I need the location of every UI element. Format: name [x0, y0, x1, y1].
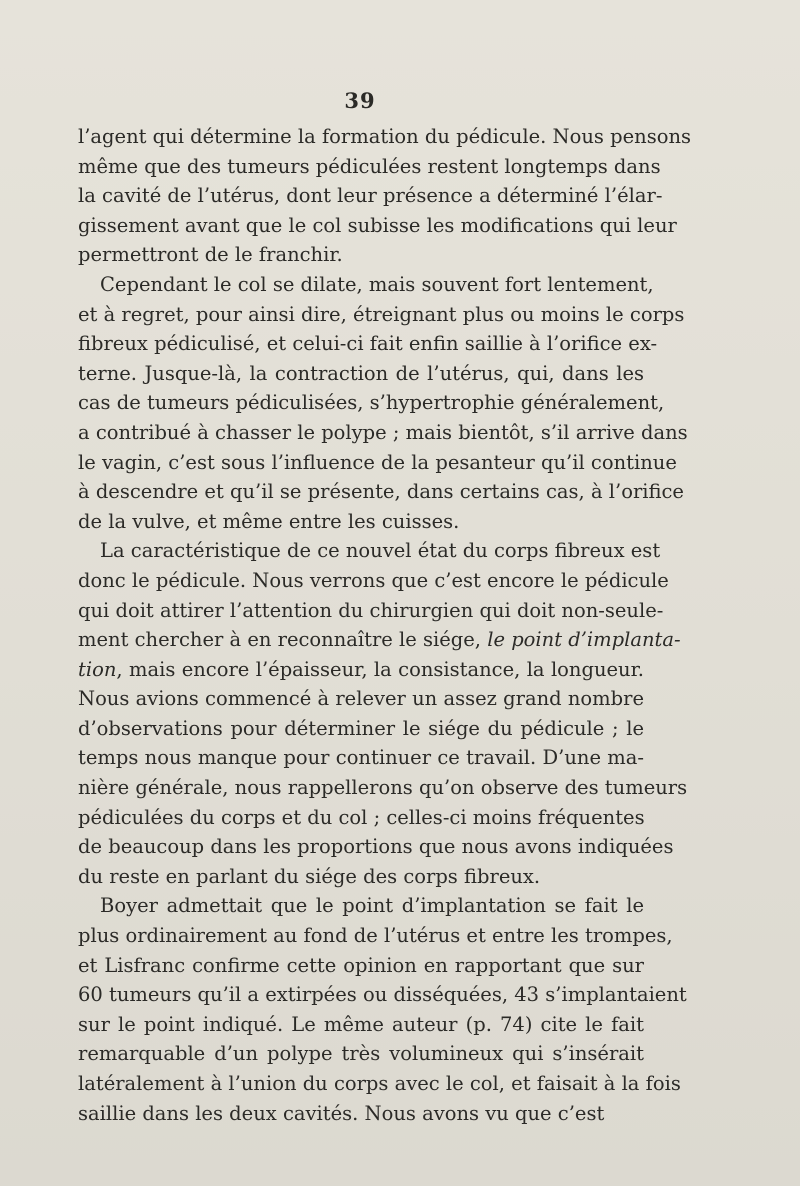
text-line: saillie dans les deux cavités. Nous avons vu que c’est: [78, 1101, 605, 1125]
text-line: tion, mais encore l’épaisseur, la consistance, la longueur.: [78, 657, 644, 681]
text-line: permettront de le franchir.: [78, 243, 343, 267]
paragraph: [78, 270, 688, 536]
text-line: qui doit attirer l’attention du chirurgien qui doit non-seule-: [78, 598, 664, 622]
text-line: plus ordinairement au fond de l’utérus et entre les trompes,: [78, 924, 673, 948]
paragraph: [78, 536, 688, 891]
text-line: de beaucoup dans les proportions que nous avons indiquées: [78, 835, 674, 859]
text-line: remarquable d’un polype très volumineux qui s’insérait: [78, 1042, 644, 1066]
text-line: 60 tumeurs qu’il a extirpées ou disséquées, 43 s’implantaient: [78, 983, 687, 1007]
text-line: même que des tumeurs pédiculées restent longtemps dans: [78, 154, 661, 178]
text-line: le vagin, c’est sous l’influence de la pesanteur qu’il continue: [78, 450, 677, 474]
text-line: donc le pédicule. Nous verrons que c’est encore le pédicule: [78, 568, 669, 592]
text-line: cas de tumeurs pédiculisées, s’hypertrophie généralement,: [78, 391, 665, 415]
page-number: 39: [344, 88, 376, 113]
text-line: terne. Jusque-là, la contraction de l’utérus, qui, dans les: [78, 361, 644, 385]
text-line: d’observations pour déterminer le siége du pédicule ; le: [78, 716, 644, 740]
text-line: de la vulve, et même entre les cuisses.: [78, 509, 460, 533]
text-line: et à regret, pour ainsi dire, étreignant plus ou moins le corps: [78, 302, 685, 326]
text-line: Cependant le col se dilate, mais souvent fort lentement,: [100, 272, 654, 296]
text-line: latéralement à l’union du corps avec le col, et faisait à la fois: [78, 1072, 681, 1095]
text-line: a contribué à chasser le polype ; mais bientôt, s’il arrive dans: [78, 420, 688, 444]
text-line: nière générale, nous rappellerons qu’on observe des tumeurs: [78, 776, 688, 800]
body-text: [78, 122, 692, 1128]
text-line: du reste en parlant du siége des corps fibreux.: [78, 864, 541, 888]
text-line: gissement avant que le col subisse les modifications qui leur: [78, 213, 677, 237]
text-line: à descendre et qu’il se présente, dans certains cas, à l’orifice: [78, 480, 684, 504]
text-line: sur le point indiqué. Le même auteur (p. 74) cite le fait: [78, 1012, 644, 1036]
text-line: la cavité de l’utérus, dont leur présence a déterminé l’élar-: [78, 184, 663, 208]
text-line: pédiculées du corps et du col ; celles-ci moins fréquentes: [78, 805, 645, 829]
paragraph: [78, 122, 692, 270]
text-line: fibreux pédiculisé, et celui-ci fait enfin saillie à l’orifice ex-: [78, 332, 658, 356]
paragraph: [78, 891, 687, 1128]
text-line: temps nous manque pour continuer ce travail. D’une ma-: [78, 746, 644, 770]
text-line: ment chercher à en reconnaître le siége, le point d’implanta-: [78, 628, 681, 652]
text-line: l’agent qui détermine la formation du pédicule. Nous pensons: [78, 125, 692, 148]
text-line: Nous avions commencé à relever un assez grand nombre: [78, 687, 644, 711]
text-line: La caractéristique de ce nouvel état du corps fibreux est: [100, 539, 661, 563]
text-line: et Lisfranc confirme cette opinion en rapportant que sur: [78, 953, 644, 977]
text-line: Boyer admettait que le point d’implantation se fait le: [100, 894, 644, 918]
